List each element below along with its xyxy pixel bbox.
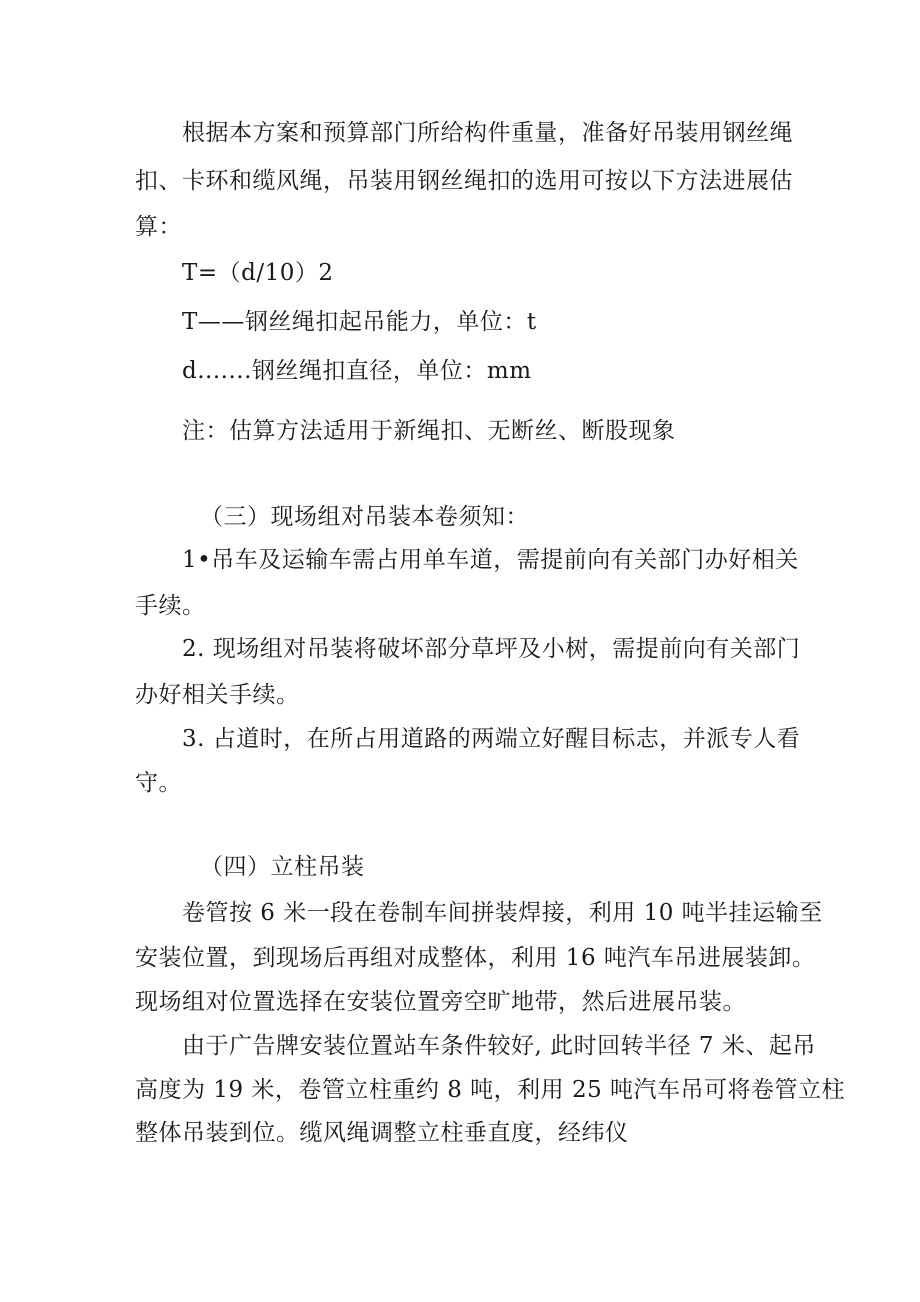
definition-d: d.......钢丝绳扣直径，单位：mm bbox=[182, 358, 532, 384]
list-item-line: 1•吊车及运输车需占用单车道，需提前向有关部门办好相关 bbox=[182, 547, 799, 573]
definition-T: T——钢丝绳扣起吊能力，单位：t bbox=[182, 309, 537, 335]
paragraph-line: 安装位置，到现场后再组对成整体，利用 16 吨汽车吊进展装卸。 bbox=[135, 945, 816, 971]
list-item-line: 手续。 bbox=[135, 593, 206, 619]
list-item-line: 3. 占道时，在所占用道路的两端立好醒目标志，并派专人看 bbox=[182, 726, 801, 752]
paragraph-line: 扣、卡环和缆风绳，吊装用钢丝绳扣的选用可按以下方法进展估 bbox=[135, 168, 793, 194]
section-heading: （三）现场组对吊装本卷须知： bbox=[200, 504, 529, 530]
paragraph-line: 卷管按 6 米一段在卷制车间拼装焊接，利用 10 吨半挂运输至 bbox=[182, 900, 823, 926]
section-heading: （四）立柱吊装 bbox=[200, 854, 365, 880]
paragraph-line: 整体吊装到位。缆风绳调整立柱垂直度，经纬仪 bbox=[135, 1120, 629, 1146]
paragraph-line: 算： bbox=[135, 214, 182, 240]
note: 注：估算方法适用于新绳扣、无断丝、断股现象 bbox=[182, 418, 676, 444]
list-item-line: 守。 bbox=[135, 770, 182, 796]
paragraph-line: 由于广告牌安装位置站车条件较好, 此时回转半径 7 米、起吊 bbox=[182, 1033, 816, 1059]
formula: T=（d/10）2 bbox=[182, 260, 334, 286]
list-item-line: 2. 现场组对吊装将破坏部分草坪及小树，需提前向有关部门 bbox=[182, 636, 801, 662]
list-item-line: 办好相关手续。 bbox=[135, 682, 300, 708]
paragraph-line: 现场组对位置选择在安装位置旁空旷地带，然后进展吊装。 bbox=[135, 989, 746, 1015]
paragraph-line: 根据本方案和预算部门所给构件重量，准备好吊装用钢丝绳 bbox=[182, 120, 793, 146]
paragraph-line: 高度为 19 米，卷管立柱重约 8 吨，利用 25 吨汽车吊可将卷管立柱 bbox=[135, 1077, 846, 1103]
